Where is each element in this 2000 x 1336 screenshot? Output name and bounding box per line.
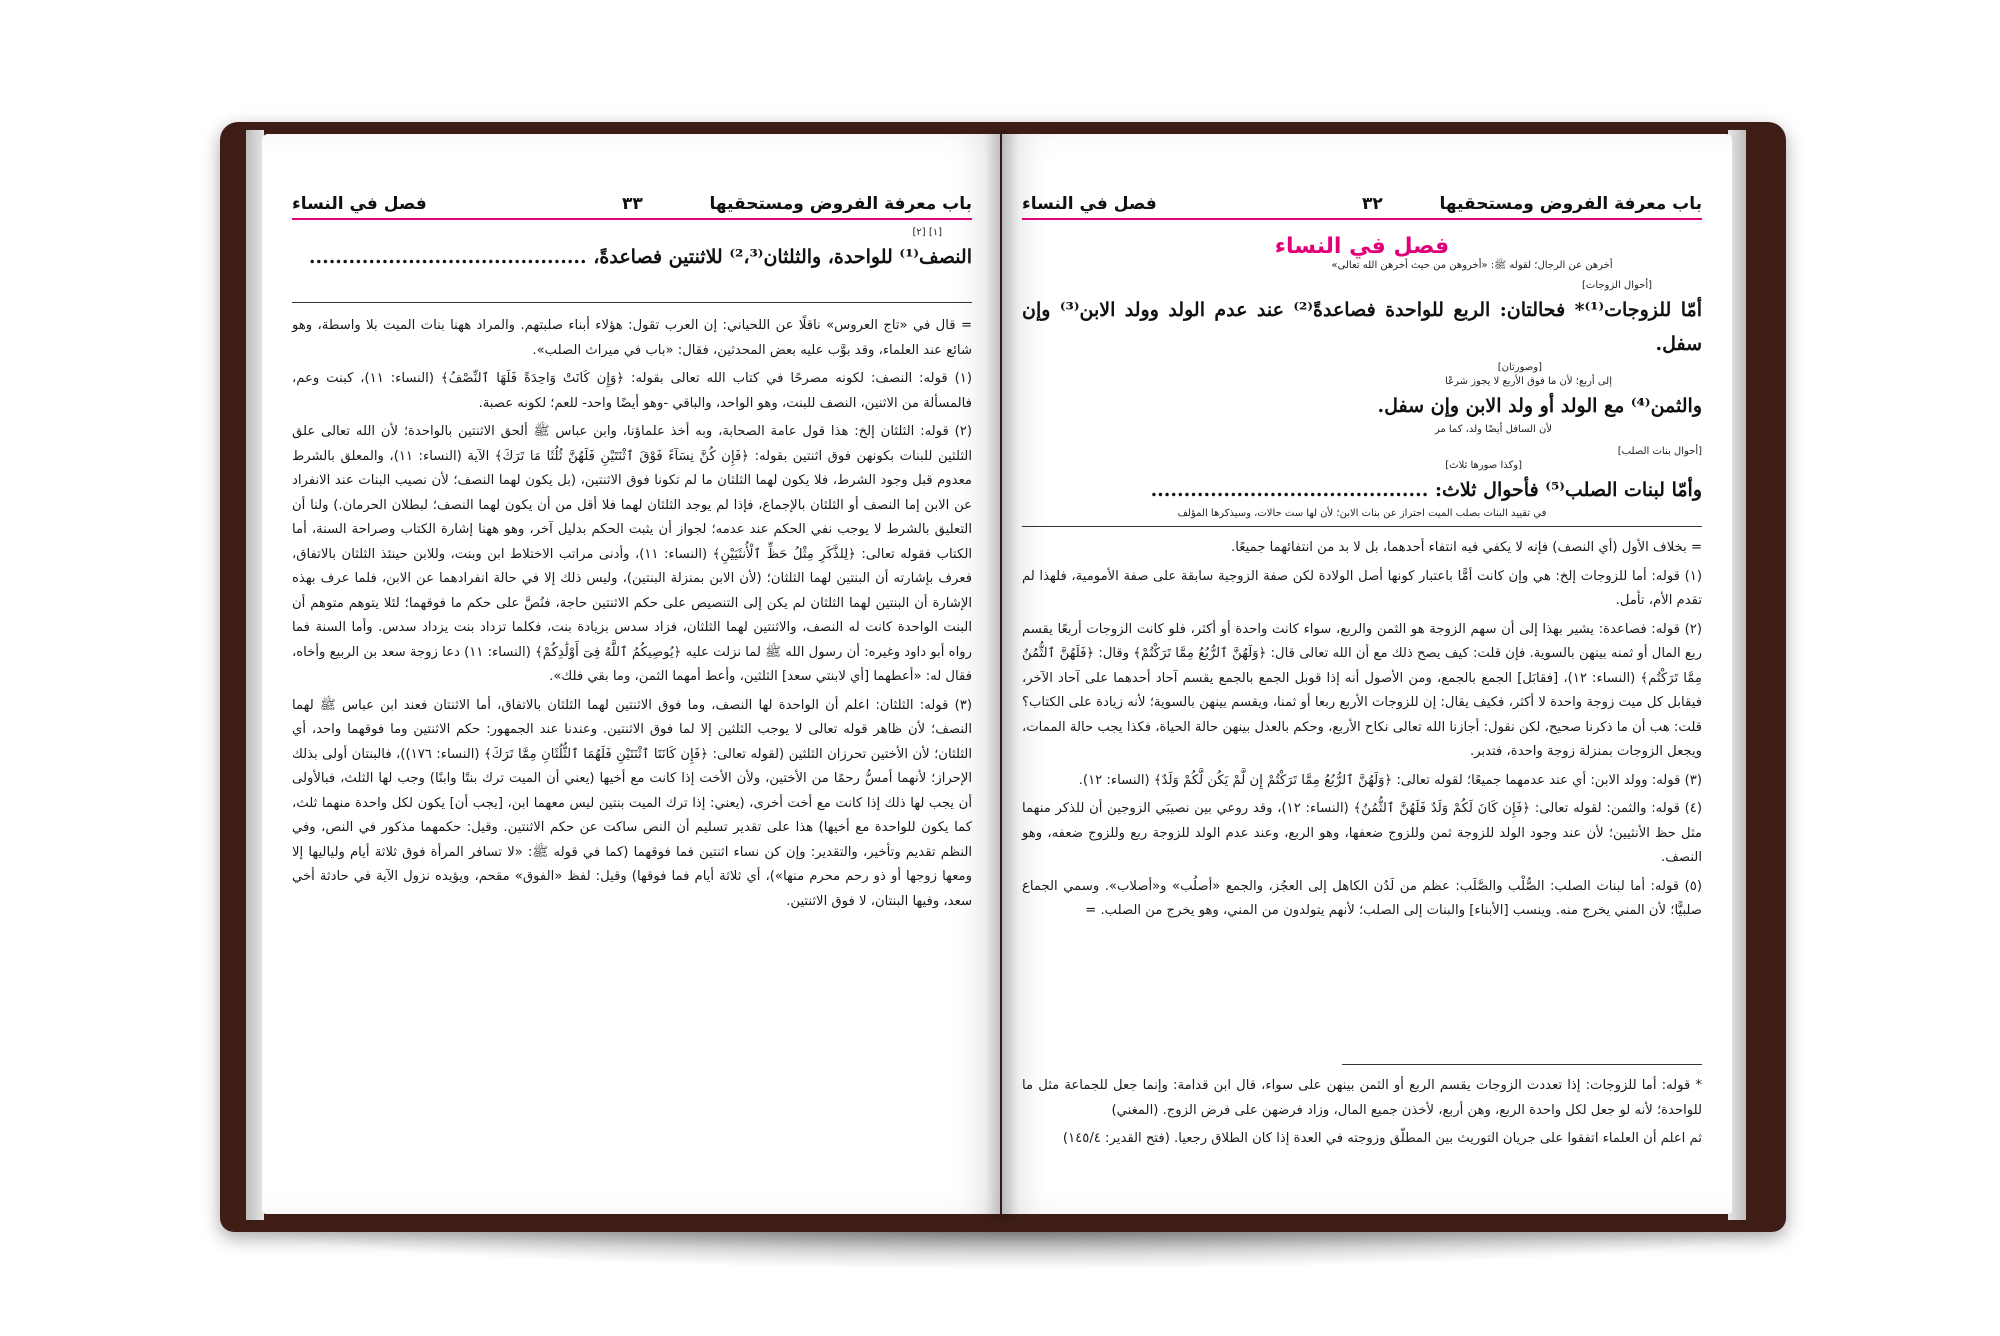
tag-1: [أحوال الزوجات] xyxy=(1582,280,1652,291)
right-footnote xyxy=(1022,1074,1702,1156)
right-paragraph: (٥) قوله: أما لبنات الصلب: الصُّلْب والصَّلَب: عظم من لَدُن الكاهل إلى العجُز، والجمع «أصلُب» و«أصلاب». وسمي الجماع صلبيًّا؛ لأن المني يخرج منه. وينسب [الأبناء] والبنات إلى الصلب؛ لأنهم يتولدون من المني، وهو يخرج من الصلب. = xyxy=(1022,878,1702,918)
left-page xyxy=(262,134,1000,1214)
right-paragraph: = بخلاف الأول (أي النصف) فإنه لا يكفي فيه انتفاء أحدهما، بل لا بد من انتفائهما جميعًا. xyxy=(1231,540,1702,555)
left-matn-line: النصف⁽¹⁾ للواحدة، والثلثان⁽²،³⁾ للاثنتين فصاعدةً، .......................................... xyxy=(308,246,972,268)
tag-4: [وكذا صورها ثلاث] xyxy=(1445,460,1522,471)
right-matn-block xyxy=(1022,234,1702,521)
right-matn-rule xyxy=(1022,526,1702,527)
right-page xyxy=(1002,134,1732,1214)
tag-3: [أحوال بنات الصلب] xyxy=(1617,446,1702,457)
left-matn-rule xyxy=(292,302,972,303)
left-page-number: ٣٣ xyxy=(622,194,643,214)
left-matn-block xyxy=(292,226,972,274)
left-matn-marks: [١] [٢] xyxy=(912,227,942,238)
right-header-rule xyxy=(1022,218,1702,220)
footnote-line: * قوله: أما للزوجات: إذا تعددت الزوجات يقسم الربع أو الثمن بينهن على سواء، قال ابن قدامة: وإنما جعل للجماعة مثل ما للواحدة؛ لأنه لو جعل لكل واحدة الربع، وهن أربع، لأخذن جميع المال، وزاد فرضهن على فرض الزوج. (المغني) xyxy=(1022,1078,1702,1118)
tag-2: [وصورتان] xyxy=(1497,362,1542,373)
footnote-line: ثم اعلم أن العلماء اتفقوا على جريان التوريث بين المطلّق وزوجته في العدة إذا كان الطلاق رجعيا. (فتح القدير: ١٤٥/٤) xyxy=(1062,1131,1702,1146)
right-page-number: ٣٢ xyxy=(1362,194,1383,214)
right-paragraph: (٤) قوله: والثمن: لقوله تعالى: ﴿فَإِن كَانَ لَكُمْ وَلَدٌ فَلَهُنَّ ٱلثُّمُنُ﴾ (النساء: ١٢)، وقد روعي بين نصيبَي الزوجين أن للذكر منهما مثل حظ الأنثيين؛ لأن عند وجود الولد للزوجة ثمن وللزوج ضعفها، وهو الربع، وعند عدم الولد للزوجة ربع وللزوج ضعفه، وهو النصف. xyxy=(1022,801,1703,865)
note-3: لأن السافل أيضًا ولد، كما مر xyxy=(1434,424,1552,435)
left-paragraph: = قال في «تاج العروس» ناقلًا عن اللحياني: إن العرب تقول: هؤلاء أبناء صلبتهم. والمراد ههنا بنات الميت بلا واسطة، وهو شائع عند العلماء، وقد بوَّب عليه بعض المحدثين، فقال: «باب في ميراث الصلب». xyxy=(292,318,972,358)
right-header-chapter: باب معرفة الفروض ومستحقيها xyxy=(1439,194,1702,214)
left-running-header xyxy=(292,190,972,220)
matn-3: وأمّا لبنات الصلب⁽⁵⁾ فأحوال ثلاث: .......................................... xyxy=(1150,479,1702,501)
note-4: في تقييد البنات بصلب الميت احتراز عن بنات الابن؛ لأن لها ست حالات، وسيذكرها المؤلف xyxy=(1177,508,1547,519)
right-header-section: فصل في النساء xyxy=(1022,194,1157,214)
right-commentary xyxy=(1022,536,1702,928)
note-2: إلى أربع؛ لأن ما فوق الأربع لا يجوز شرعًا xyxy=(1445,376,1612,387)
right-running-header xyxy=(1022,190,1702,220)
left-header-rule xyxy=(292,218,972,220)
right-paragraph: (٢) قوله: فصاعدة: يشير بهذا إلى أن سهم الزوجة هو الثمن والربع، سواء كانت واحدة أو أكثر، فلو كانت الزوجات أربعًا يقسم ربع المال أو ثمنه بينهن بالسوية. فإن قلت: كيف يصح ذلك مع أن الله تعالى قال: ﴿وَلَهُنَّ ٱلرُّبُعُ مِمَّا تَرَكْتُمْ﴾ وقال: ﴿فَلَهُنَّ ٱلثُّمُنُ مِمَّا تَرَكْتُم﴾ (النساء: ١٢)، [فقابَل] الجمع بالجمع، ومن الأصول أنه إذا قوبل الجمع بالجمع يقسم آحاد أحدهما على آحاد الآخر، فيقابل كل ميت زوجة واحدة لا أكثر، فكيف يقال: إن للزوجات الأربع ربعا أو ثمنا، ويقسم بينهن بالسوية؛ لأنه زيادة على الكتاب؟ قلت: هب أن ما ذكرنا صحيح، لكن نقول: أجازنا الله تعالى نكاح الأربع، وحكم بالعدل بينهن حالة الحياة، فكذا يجب حالة الممات، ويجعل الزوجات بمنزلة زوجة واحدة، فتدبر. xyxy=(1022,621,1702,759)
left-paragraph: (٣) قوله: الثلثان: اعلم أن الواحدة لها النصف، وما فوق الاثنتين لهما الثلثان بالاتفاق، أما الاثنتان فعند ابن عباس ﷺ لهما النصف؛ لأن ظاهر قوله تعالى لا يوجب الثلثين إلا لما فوق الاثنتين. وعندنا عند الجمهور: حكم الاثنتين وما فوقهما واحد، أي الثلثان؛ لأن الأختين تحرزان الثلثين (لقوله تعالى: ﴿فَإِن كَانَتَا ٱثْنَتَيْنِ فَلَهُمَا ٱلثُّلُثَانِ مِمَّا تَرَكَ﴾ (النساء: ١٧٦))، فالبنتان أولى بذلك الإحراز؛ لأنهما أمسُّ رحمًا من الأختين، ولأن الأخت إذا كانت مع أخيها (يعني أن الميت ترك بنتًا وابنًا) وجب لها الثلث، فبالأولى أن يجب لها ذلك إذا كانت مع أخت أخرى، (يعني: إذا ترك الميت بنتين ليس معهما ابن، [يجب أن] يكون لكل واحدة منهما ثلث، كما يكون للواحدة مع أخيها) هذا على تقدير تسليم أن النص ساكت عن حكم الاثنتين. وقيل: حكمهما مذكور في النص، وفي النظم تقديم وتأخير، والتقدير: وإن كن نساء اثنتين فما فوقهما (كما في قوله ﷺ: «لا تسافر المرأة فوق ثلاثة أيام ولياليها إلا ومعها زوجها أو ذو رحم محرم منها»)، أي ثلاثة أيام فما فوقها) وقيل: لفظ «الفوق» مقحم، ويؤيده نزول الآية في حادثة أخي سعد، وفيها البنتان، لا فوق الاثنتين. xyxy=(292,697,972,909)
matn-1: أمّا للزوجات⁽¹⁾* فحالتان: الربع للواحدة فصاعدةً⁽²⁾ عند عدم الولد وولد الابن⁽³⁾ وإن سفل. xyxy=(1022,299,1702,355)
note-1: أخرهن عن الرجال؛ لقوله ﷺ: «أخروهن من حيث أخرهن الله تعالى» xyxy=(1331,260,1613,271)
left-commentary xyxy=(292,314,972,918)
left-header-section: فصل في النساء xyxy=(292,194,427,214)
left-header-chapter: باب معرفة الفروض ومستحقيها xyxy=(709,194,972,214)
right-paragraph: (٣) قوله: وولد الابن: أي عند عدمهما جميعًا؛ لقوله تعالى: ﴿وَلَهُنَّ ٱلرُّبُعُ مِمَّا تَرَكْتُمْ إِن لَّمْ يَكُن لَّكُمْ وَلَدٌ﴾ (النساء: ١٢). xyxy=(1078,772,1702,788)
footnote-rule xyxy=(1342,1064,1702,1065)
left-paragraph: (١) قوله: النصف: لكونه مصرحًا في كتاب الله تعالى بقوله: ﴿وَإِن كَانَتْ وَاحِدَةً فَلَهَا ٱلنِّصْفُ﴾ (النساء: ١١)، كبنت وعم، فالمسألة من الاثنين، النصف للبنت، وهو الواحد، والباقي -وهو أيضًا واحد- للعم؛ لكونه عصبة. xyxy=(292,371,972,411)
book-gutter xyxy=(985,130,1019,1220)
right-paragraph: (١) قوله: أما للزوجات إلخ: هي وإن كانت أمًّا باعتبار كونها أصل الولادة لكن صفة الزوجية سابقة على صفة الأمومية، فلهذا لم تقدم الأم، تأمل. xyxy=(1022,568,1702,608)
section-title: فصل في النساء xyxy=(1274,234,1450,259)
matn-2: والثمن⁽⁴⁾ مع الولد أو ولد الابن وإن سفل. xyxy=(1377,395,1702,417)
left-paragraph: (٢) قوله: الثلثان إلخ: هذا قول عامة الصحابة، وبه أخذ علماؤنا، وابن عباس ﷺ ألحق الاثنتين بالواحدة؛ لأن الله تعالى علق الثلثين للبنات بكونهن فوق اثنتين بقوله: ﴿فَإِن كُنَّ نِسَآءً فَوْقَ ٱثْنَتَيْنِ فَلَهُنَّ ثُلُثَا مَا تَرَكَ﴾ الآية (النساء: ١١)، والمعلق بالشرط معدوم قبل وجود الشرط، فلا يكون لهما الثلثان ما لم تكونا فوق الاثنتين، (بل يكون لهما النصف؛ لأن نصيب البنات عند الانفراد عن الابن إما النصف أو الثلثان بالإجماع، فإذا لم يوجد الثلثان لهما فلا أقل من أن يكون لهما النصف؛ لبطلان الحرمان.) ولنا أن التعليق بالشرط لا يوجب نفي الحكم عند عدمه؛ لجواز أن يثبت الحكم بدليل آخر، وهو ههنا إشارة الكتاب وصراحة السنة، أما الكتاب فقوله تعالى: ﴿لِلذَّكَرِ مِثْلُ حَظِّ ٱلْأُنثَيَيْنِ﴾ (النساء: ١١)، وأدنى مراتب الاختلاط ابن وبنت، وللابن حينئذ الثلثان بالاتفاق، فعرف بإشارته أن البنتين لهما الثلثان؛ (لأن الابن بمنزلة البنتين)، وليس ذلك إلا في حالة انفرادهما عن الابن، فلما عرف بهذه الإشارة أن البنتين لهما الثلثان لم يكن إلى التنصيص على حكم الاثنتين حاجة، فنُصَّ على حكم ما فوقهما؛ لئلا يتوهم متوهم أن البنت الواحدة كانت له النصف، والاثنتين لهما الثلثان، فزاد سدس بزيادة بنت، فكلما تزداد بنت يزداد سدس. وأما السنة فما رواه أبو داود وغيره: أن رسول الله ﷺ لما نزلت عليه ﴿يُوصِيكُمُ ٱللَّهُ فِىٓ أَوْلَٰدِكُمْ﴾ (النساء: ١١) دعا زوجة سعد بن الربيع وأخاه، فقال له: «أعطهما [أي لابنتي سعد] الثلثين، وأعط أمهما الثمن، وما بقي فلك». xyxy=(292,424,972,684)
